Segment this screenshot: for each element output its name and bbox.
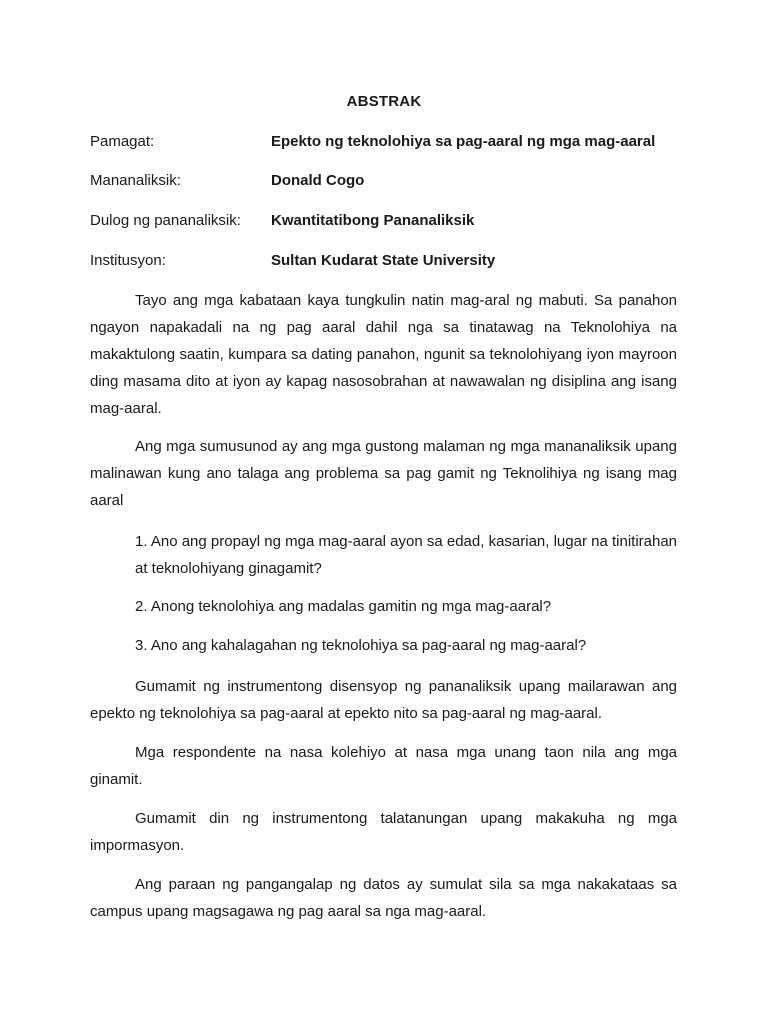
document-title: ABSTRAK (346, 93, 422, 110)
pamagat-label: Pamagat: (90, 133, 155, 150)
paragraph-intro: Tayo ang mga kabataan kaya tungkulin natin mag-aral ng mabuti. Sa panahon ngayon napakadali na ng pag aaral dahil nga sa tinatawag na Teknolohiya na makaktulong saatin, kumpara sa dating panahon, ngunit sa teknolohiyang iyon mayroon ding masama dito at iyon ay kapag nasosobrahan at nawawalan ng disiplina ang isang mag-aaral. (90, 292, 677, 417)
institusyon-value: Sultan Kudarat State University (271, 252, 496, 269)
paragraph-instrument-design: Gumamit ng instrumentong disensyop ng pananaliksik upang mailarawan ang epekto ng teknolohiya sa pag-aaral at epekto nito sa pag-aaral ng mag-aaral. (90, 678, 677, 722)
question-2: 2. Anong teknolohiya ang madalas gamitin ng mga mag-aaral? (135, 598, 552, 615)
paragraph-objectives: Ang mga sumusunod ay ang mga gustong malaman ng mga mananaliksik upang malinawan kung ano talaga ang problema sa pag gamit ng Teknolihiya ng isang mag aaral (90, 438, 677, 509)
paragraph-respondents: Mga respondente na nasa kolehiyo at nasa mga unang taon nila ang mga ginamit. (90, 744, 677, 788)
paragraph-data-gathering: Ang paraan ng pangangalap ng datos ay sumulat sila sa mga nakakataas sa campus upang magsagawa ng pag aaral sa nga mag-aaral. (90, 876, 677, 920)
institusyon-label: Institusyon: (90, 252, 166, 269)
question-1: 1. Ano ang propayl ng mga mag-aaral ayon sa edad, kasarian, lugar na tinitirahan at teknolohiyang ginagamit? (135, 533, 678, 577)
paragraph-questionnaire: Gumamit din ng instrumentong talatanungan upang makakuha ng mga impormasyon. (90, 810, 677, 854)
dulog-value: Kwantitatibong Pananaliksik (271, 212, 475, 229)
dulog-label: Dulog ng pananaliksik: (90, 212, 241, 229)
mananaliksik-value: Donald Cogo (271, 172, 365, 189)
pamagat-value: Epekto ng teknolohiya sa pag-aaral ng mga mag-aaral (271, 133, 656, 150)
question-3: 3. Ano ang kahalagahan ng teknolohiya sa pag-aaral ng mag-aaral? (135, 637, 587, 654)
mananaliksik-label: Mananaliksik: (90, 172, 181, 189)
